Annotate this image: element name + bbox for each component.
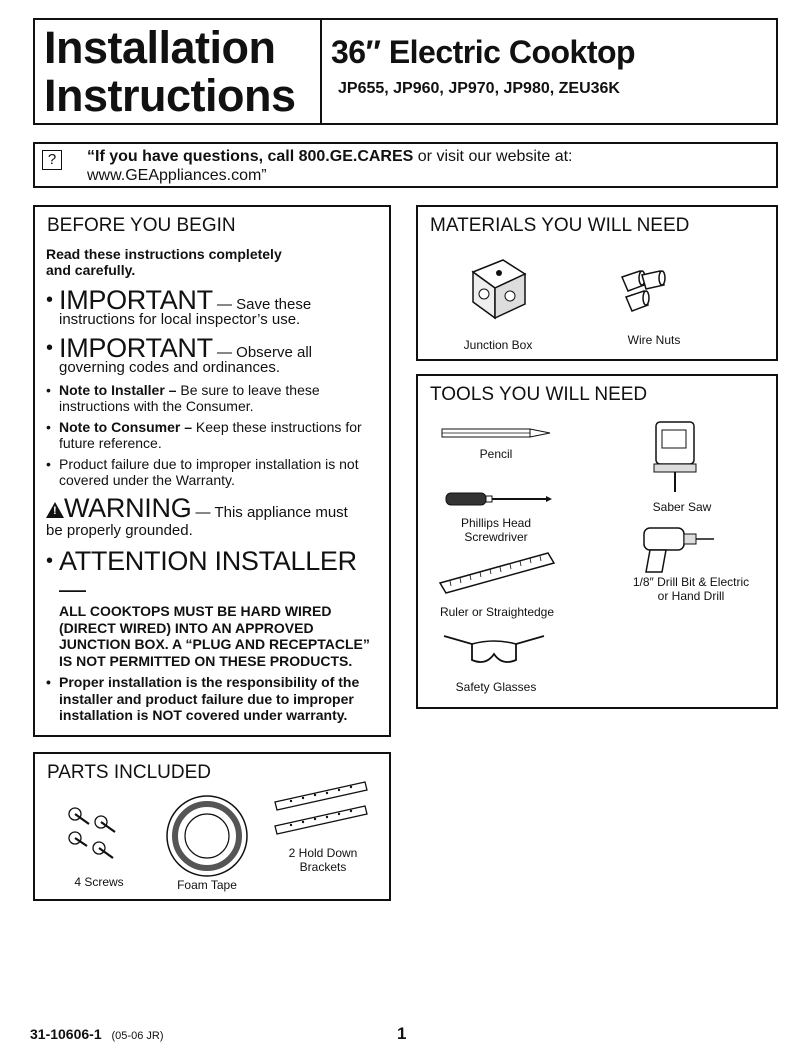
drill-label: 1/8″ Drill Bit & Electric or Hand Drill [632,575,750,603]
document-number: 31-10606-1 [30,1026,102,1042]
contact-website[interactable]: www.GEAppliances.com” [87,167,267,184]
before-content [46,246,382,724]
phillips-screwdriver-label: Phillips Head Screwdriver [460,516,532,544]
parts-included-section [33,752,391,901]
saber-saw-illustration [650,420,700,494]
saber-saw-label: Saber Saw [652,500,712,514]
screws-illustration [61,802,131,864]
wire-nuts-label: Wire Nuts [627,333,681,347]
title-line-1: Installation [44,22,276,73]
pencil-illustration [442,427,552,439]
contact-text [87,147,573,185]
before-intro: Read these instructions completely and carefully. [46,246,282,278]
materials-title: MATERIALS YOU WILL NEED [430,215,690,236]
note-to-installer: • Note to Installer – Be sure to leave these instructions with the Consumer. [46,382,320,414]
screws-label: 4 Screws [74,875,124,889]
parts-title: PARTS INCLUDED [47,762,211,783]
wire-nuts-illustration [616,267,676,315]
note-to-consumer: • Note to Consumer – Keep these instructions for future reference. [46,419,362,451]
contact-website-intro: or visit our website at: [413,148,573,165]
before-you-begin-section [33,205,391,737]
footer [30,1026,430,1042]
important-save: • IMPORTANT — Save these instructions for local inspector’s use. [46,285,312,328]
phillips-screwdriver-illustration [446,490,552,508]
model-numbers: JP655, JP960, JP970, JP980, ZEU36K [338,80,620,97]
before-title: BEFORE YOU BEGIN [47,215,236,236]
safety-glasses-illustration [442,630,546,670]
ruler-illustration [440,553,556,597]
document-title [44,24,296,120]
header-box [33,18,778,125]
important-codes: • IMPORTANT — Observe all governing codes and ordinances. [46,333,313,376]
foam-tape-label: Foam Tape [177,878,237,892]
drill-illustration [636,524,716,574]
junction-box-illustration [463,252,533,322]
document-date: (05-06 JR) [111,1030,164,1042]
contact-box [33,142,778,188]
proper-installation-note: • Proper installation is the responsibility of the installer and product failure due to improper installation is NOT covered under warranty. [46,674,360,723]
product-failure-note: • Product failure due to improper installation is not covered under the Warranty. [46,456,359,488]
warning-block: ! WARNING — This appliance must be properly grounded. [46,493,348,539]
attention-installer: • ATTENTION INSTALLER — ALL COOKTOPS MUST BE HARD WIRED (DIRECT WIRED) INTO AN APPROVED JUNCTION BOX. A “PLUG AND RECEPTACLE” IS NOT PERMITTED ON THESE PRODUCTS. [46,546,370,669]
tools-section [416,374,778,709]
question-icon: ? [42,150,62,170]
brackets-illustration [271,780,371,836]
warning-icon: ! [46,502,64,518]
pencil-label: Pencil [479,447,513,461]
page-number: 1 [397,1024,407,1043]
ruler-label: Ruler or Straightedge [439,605,555,619]
contact-phone: “If you have questions, call 800.GE.CARES [87,148,414,165]
product-name: 36″ Electric Cooktop [331,34,636,70]
title-line-2: Instructions [44,70,296,121]
header-divider [320,20,322,123]
brackets-label: 2 Hold Down Brackets [288,846,358,874]
materials-section [416,205,778,361]
foam-tape-illustration [163,794,251,878]
tools-title: TOOLS YOU WILL NEED [430,384,648,405]
junction-box-label: Junction Box [463,338,533,352]
safety-glasses-label: Safety Glasses [455,680,537,694]
